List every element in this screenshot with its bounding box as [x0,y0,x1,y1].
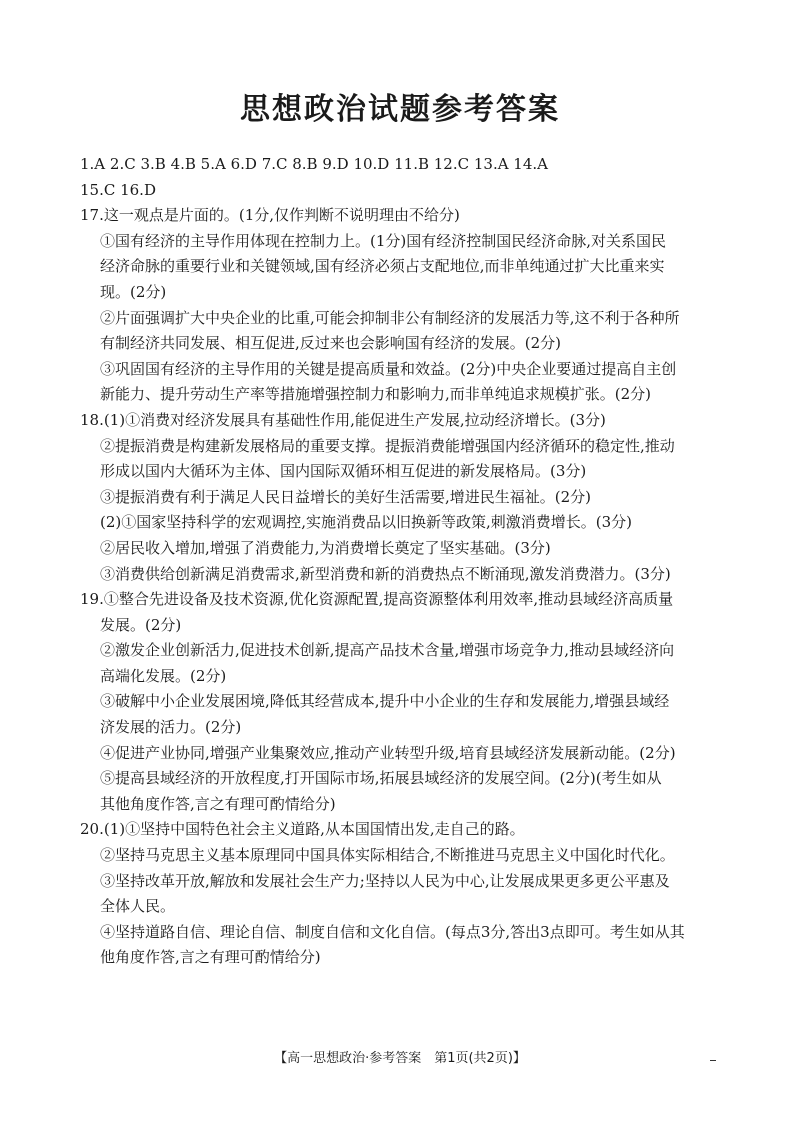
q19-line-2: 发展。(2分) [100,615,182,634]
q17-line-3: 经济命脉的重要行业和关键领域,国有经济必须占支配地位,而非单纯通过扩大比重来实 [100,257,665,276]
q19-line-8: ⑤提高县域经济的开放程度,打开国际市场,拓展县域经济的发展空间。(2分)(考生如从 [100,769,662,788]
q18-line-5: (2)①国家坚持科学的宏观调控,实施消费品以旧换新等政策,刺激消费增长。(3分) [100,513,633,532]
q18-line-1: 18.(1)①消费对经济发展具有基础性作用,能促进生产发展,拉动经济增长。(3分) [80,410,606,429]
q17-line-7: ③巩固国有经济的主导作用的关键是提高质量和效益。(2分)中央企业要通过提高自主创 [100,359,677,378]
q20-line-3: ③坚持改革开放,解放和发展社会生产力;坚持以人民为中心,让发展成果更多更公平惠及 [100,871,670,890]
q19-line-5: ③破解中小企业发展困境,降低其经营成本,提升中小企业的生存和发展能力,增强县域经 [100,692,670,711]
q17-line-2: ①国有经济的主导作用体现在控制力上。(1分)国有经济控制国民经济命脉,对关系国民 [100,231,667,250]
q20-line-5: ④坚持道路自信、理论自信、制度自信和文化自信。(每点3分,答出3点即可。考生如从其 [100,922,685,941]
q20-line-2: ②坚持马克思主义基本原理同中国具体实际相结合,不断推进马克思主义中国化时代化。 [100,846,675,865]
q18-line-7: ③消费供给创新满足消费需求,新型消费和新的消费热点不断涌现,激发消费潜力。(3分) [100,564,671,583]
q20-line-4: 全体人民。 [100,897,176,916]
q20-line-1: 20.(1)①坚持中国特色社会主义道路,从本国国情出发,走自己的路。 [80,820,525,839]
choice-answers-line-2: 15.C 16.D [80,180,156,199]
page-title: 思想政治试题参考答案 [240,92,560,127]
q19-line-7: ④促进产业协同,增强产业集聚效应,推动产业转型升级,培育县域经济发展新动能。(2分) [100,743,676,762]
q18-line-3: 形成以国内大循环为主体、国内国际双循环相互促进的新发展格局。(3分) [100,462,587,481]
q17-line-1: 17.这一观点是片面的。(1分,仅作判断不说明理由不给分) [80,206,460,225]
answer-body [80,152,720,971]
q18-line-4: ③提振消费有利于满足人民日益增长的美好生活需要,增进民生福祉。(2分) [100,487,592,506]
q17-line-8: 新能力、提升劳动生产率等措施增强控制力和影响力,而非单纯追求规模扩张。(2分) [100,385,652,404]
q19-line-9: 其他角度作答,言之有理可酌情给分) [100,794,336,813]
q20-line-6: 他角度作答,言之有理可酌情给分) [100,948,321,967]
q19-line-3: ②激发企业创新活力,促进技术创新,提高产品技术含量,增强市场竞争力,推动县域经济向 [100,641,675,660]
page-footer: 【高一思想政治·参考答案 第1页(共2页)】 [274,1051,526,1066]
q17-line-5: ②片面强调扩大中央企业的比重,可能会抑制非公有制经济的发展活力等,这不利于各种所 [100,308,680,327]
q19-line-4: 高端化发展。(2分) [100,666,227,685]
footer-dash-mark [710,1060,716,1061]
q18-line-6: ②居民收入增加,增强了消费能力,为消费增长奠定了坚实基础。(3分) [100,538,551,557]
q17-line-6: 有制经济共同发展、相互促进,反过来也会影响国有经济的发展。(2分) [100,334,562,353]
q19-line-6: 济发展的活力。(2分) [100,718,242,737]
q17-line-4: 现。(2分) [100,282,167,301]
q19-line-1: 19.①整合先进设备及技术资源,优化资源配置,提高资源整体利用效率,推动县域经济高质量 [80,590,674,609]
choice-answers-line-1: 1.A 2.C 3.B 4.B 5.A 6.D 7.C 8.B 9.D 10.D 11.B 12.C 13.A 14.A [80,155,548,173]
q18-line-2: ②提振消费是构建新发展格局的重要支撑。提振消费能增强国内经济循环的稳定性,推动 [100,436,675,455]
